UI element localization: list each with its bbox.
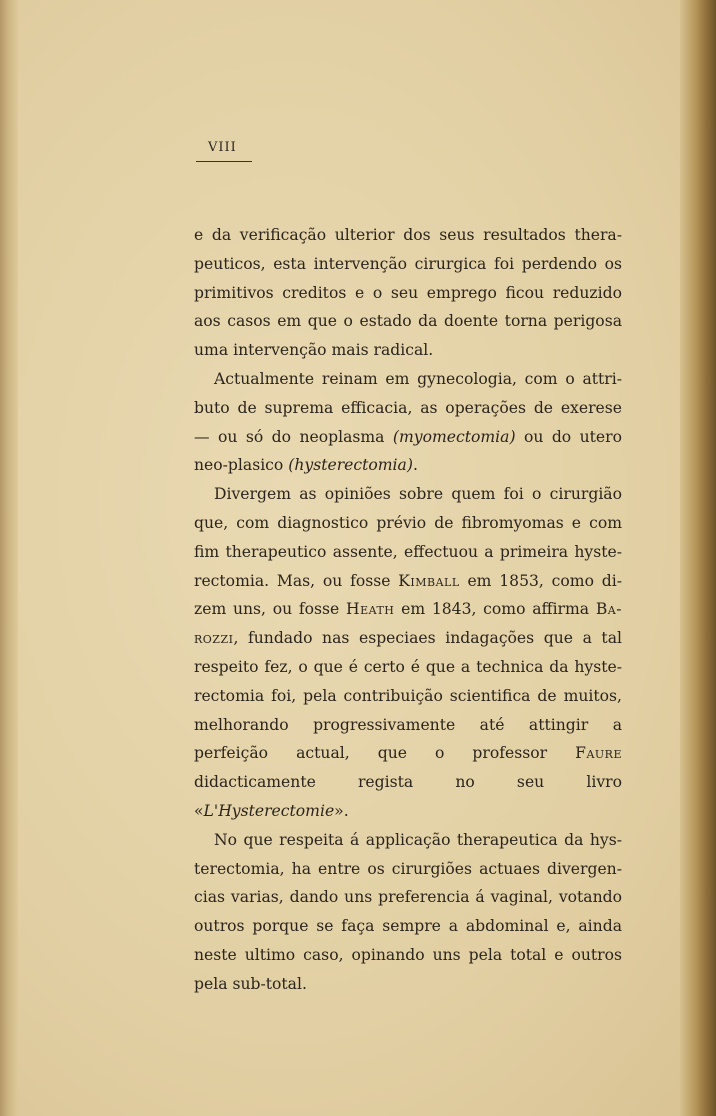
text-segment: (myomectomia) — [392, 427, 516, 446]
paragraph-3 — [194, 480, 622, 826]
text-segment: didacticamente regista no seu livro « — [194, 773, 622, 820]
paragraph-1 — [194, 221, 622, 365]
text-segment: em 1853, como di-zem uns, ou fosse — [194, 571, 622, 619]
text-segment: em 1843, como affirma — [394, 600, 596, 619]
text-segment: Heath — [345, 600, 395, 619]
text-segment: , fundado nas especiaes indagações que a tal respeito fez, o que é certo é que a technica da hyste-rectomia foi, pela contribuição scientifica de muitos, melhorando progressivamente até attingir a perfeição actual, que o professor — [194, 629, 622, 763]
text-segment: No que respeita á applicação therapeutica da hys-terectomia, ha entre os cirurgiões actuaes divergen-cias varias, dando uns preferencia á vaginal, votando outros porque se faça sempre a abdominal e, ainda neste ultimo caso, opinando uns pela total e outros pela sub-total. — [194, 830, 622, 993]
page-number: VIII — [208, 140, 237, 155]
header-rule — [196, 161, 252, 162]
page-header — [196, 140, 252, 162]
text-segment: Divergem as opiniões sobre quem foi o cirurgião que, com diagnostico prévio de fibromyomas e com fim therapeutico assente, effectuou a primeira hyste-rectomia. Mas, ou fosse — [194, 485, 622, 590]
body-text — [194, 221, 622, 999]
text-segment: (hysterectomia) — [288, 456, 413, 475]
page-edge — [680, 0, 716, 1116]
page-gutter — [0, 0, 18, 1116]
text-segment: L'Hysterectomie — [203, 801, 335, 820]
text-segment: Ba-rozzi — [194, 600, 622, 648]
text-segment: ou do utero neo-plasico — [194, 427, 622, 475]
text-segment: . — [412, 456, 418, 475]
text-segment: Actualmente reinam em gynecologia, com o attri-buto de suprema efficacia, as operações de exerese — ou só do neoplasma — [194, 369, 622, 446]
paragraph-2 — [194, 365, 622, 480]
paragraph-4 — [194, 826, 622, 999]
text-segment: Faure — [575, 744, 622, 763]
text-segment: Kimball — [398, 571, 460, 590]
text-segment: ». — [334, 801, 349, 820]
text-segment: e da verificação ulterior dos seus resultados thera-peuticos, esta intervenção cirurgica foi perdendo os primitivos creditos e o seu emprego ficou reduzido aos casos em que o estado da doente torna perigosa uma intervenção mais radical. — [194, 226, 622, 360]
